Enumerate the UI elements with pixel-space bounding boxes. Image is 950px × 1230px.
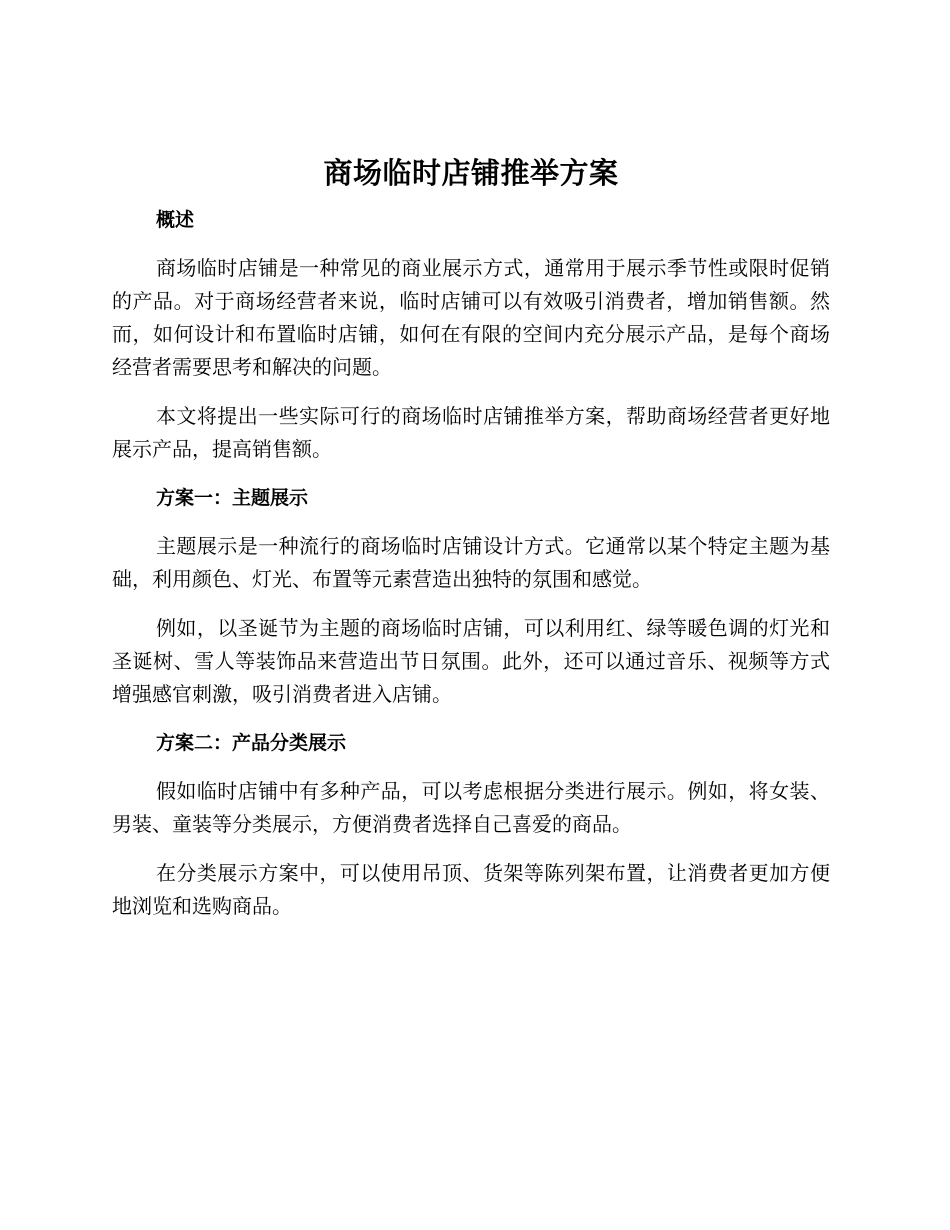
paragraph: 例如，以圣诞节为主题的商场临时店铺，可以利用红、绿等暖色调的灯光和圣诞树、雪人等装饰品来营造出节日氛围。此外，还可以通过音乐、视频等方式增强感官刺激，吸引消费者进入店铺。	[112, 616, 830, 706]
paragraph: 假如临时店铺中有多种产品，可以考虑根据分类进行展示。例如，将女装、男装、童装等分类展示，方便消费者选择自己喜爱的商品。	[112, 779, 830, 836]
paragraph: 主题展示是一种流行的商场临时店铺设计方式。它通常以某个特定主题为基础，利用颜色、灯光、布置等元素营造出独特的氛围和感觉。	[112, 534, 830, 591]
paragraph: 在分类展示方案中，可以使用吊顶、货架等陈列架布置，让消费者更加方便地浏览和选购商品。	[112, 861, 830, 918]
section-heading-overview: 概述	[156, 209, 195, 231]
paragraph: 本文将提出一些实际可行的商场临时店铺推举方案，帮助商场经营者更好地展示产品，提高销售额。	[112, 404, 830, 461]
document-page	[112, 150, 830, 939]
section-heading-plan-1: 方案一：主题展示	[156, 487, 309, 509]
document-title: 商场临时店铺推举方案	[323, 156, 619, 190]
paragraph: 商场临时店铺是一种常见的商业展示方式，通常用于展示季节性或限时促销的产品。对于商场经营者来说，临时店铺可以有效吸引消费者，增加销售额。然而，如何设计和布置临时店铺，如何在有限的空间内充分展示产品，是每个商场经营者需要思考和解决的问题。	[112, 256, 830, 379]
section-heading-plan-2: 方案二：产品分类展示	[156, 732, 347, 754]
